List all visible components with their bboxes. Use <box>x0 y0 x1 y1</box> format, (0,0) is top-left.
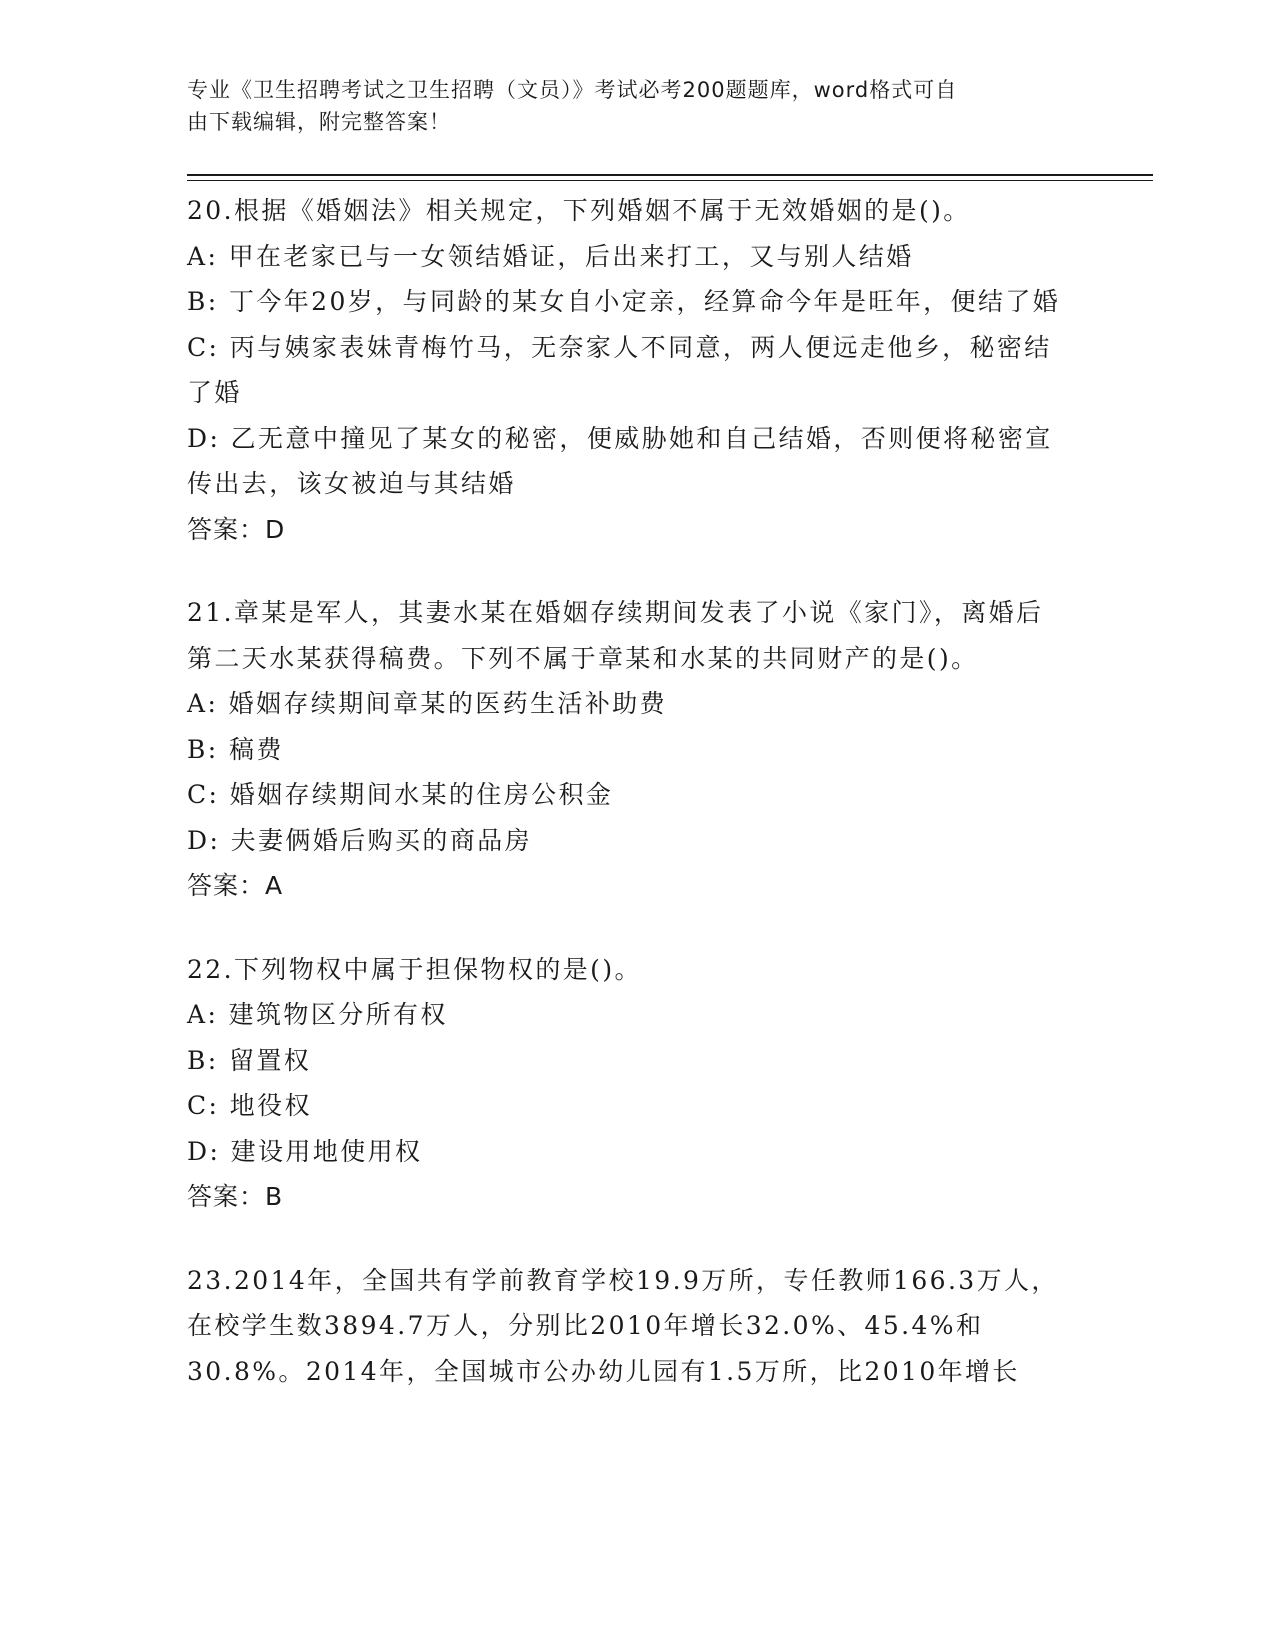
option-a: A: 婚姻存续期间章某的医药生活补助费 <box>187 689 668 718</box>
question-stem: 20.根据《婚姻法》相关规定，下列婚姻不属于无效婚姻的是()。 <box>187 196 971 225</box>
question-23 <box>187 1258 1067 1395</box>
answer-text: 答案：B <box>187 1182 284 1211</box>
answer-text: 答案：A <box>187 871 284 900</box>
option-d: D: 乙无意中撞见了某女的秘密，便威胁她和自己结婚，否则便将秘密宣传出去，该女被迫与其结婚 <box>187 423 1053 498</box>
question-22 <box>187 947 1067 1220</box>
option-a: A: 建筑物区分所有权 <box>187 1000 448 1029</box>
option-c: C: 地役权 <box>187 1091 312 1120</box>
option-b: B: 稿费 <box>187 734 284 764</box>
option-c: C: 婚姻存续期间水某的住房公积金 <box>187 780 614 809</box>
question-stem: 23.2014年，全国共有学前教育学校19.9万所，专任教师166.3万人，在校学生数3894.7万人，分别比2010年增长32.0%、45.4%和30.8%。2014年，全国城市公办幼儿园有1.5万所，比2010年增长 <box>187 1265 1059 1386</box>
option-b: B: 留置权 <box>187 1045 312 1075</box>
header-divider-thick <box>187 174 1153 176</box>
question-20 <box>187 188 1067 552</box>
question-stem: 21.章某是军人，其妻水某在婚姻存续期间发表了小说《家门》，离婚后第二天水某获得稿费。下列不属于章某和水某的共同财产的是()。 <box>187 598 1044 673</box>
header-title-line2: 由下载编辑，附完整答案！ <box>187 110 451 134</box>
question-list <box>187 188 1067 1432</box>
header-title-line1: 专业《卫生招聘考试之卫生招聘（文员）》考试必考200题题库，word格式可自 <box>187 78 958 102</box>
option-d: D: 夫妻俩婚后购买的商品房 <box>187 825 533 855</box>
answer-text: 答案：D <box>187 514 286 544</box>
option-a: A: 甲在老家已与一女领结婚证，后出来打工，又与别人结婚 <box>187 241 914 271</box>
question-stem: 22.下列物权中属于担保物权的是()。 <box>187 954 642 984</box>
document-header <box>187 74 1067 138</box>
option-c: C: 丙与姨家表妹青梅竹马，无奈家人不同意，两人便远走他乡，秘密结了婚 <box>187 332 1052 407</box>
question-21 <box>187 590 1067 909</box>
option-d: D: 建设用地使用权 <box>187 1136 423 1166</box>
header-divider-thin <box>187 180 1153 181</box>
option-b: B: 丁今年20岁，与同龄的某女自小定亲，经算命今年是旺年，便结了婚 <box>187 287 1061 316</box>
